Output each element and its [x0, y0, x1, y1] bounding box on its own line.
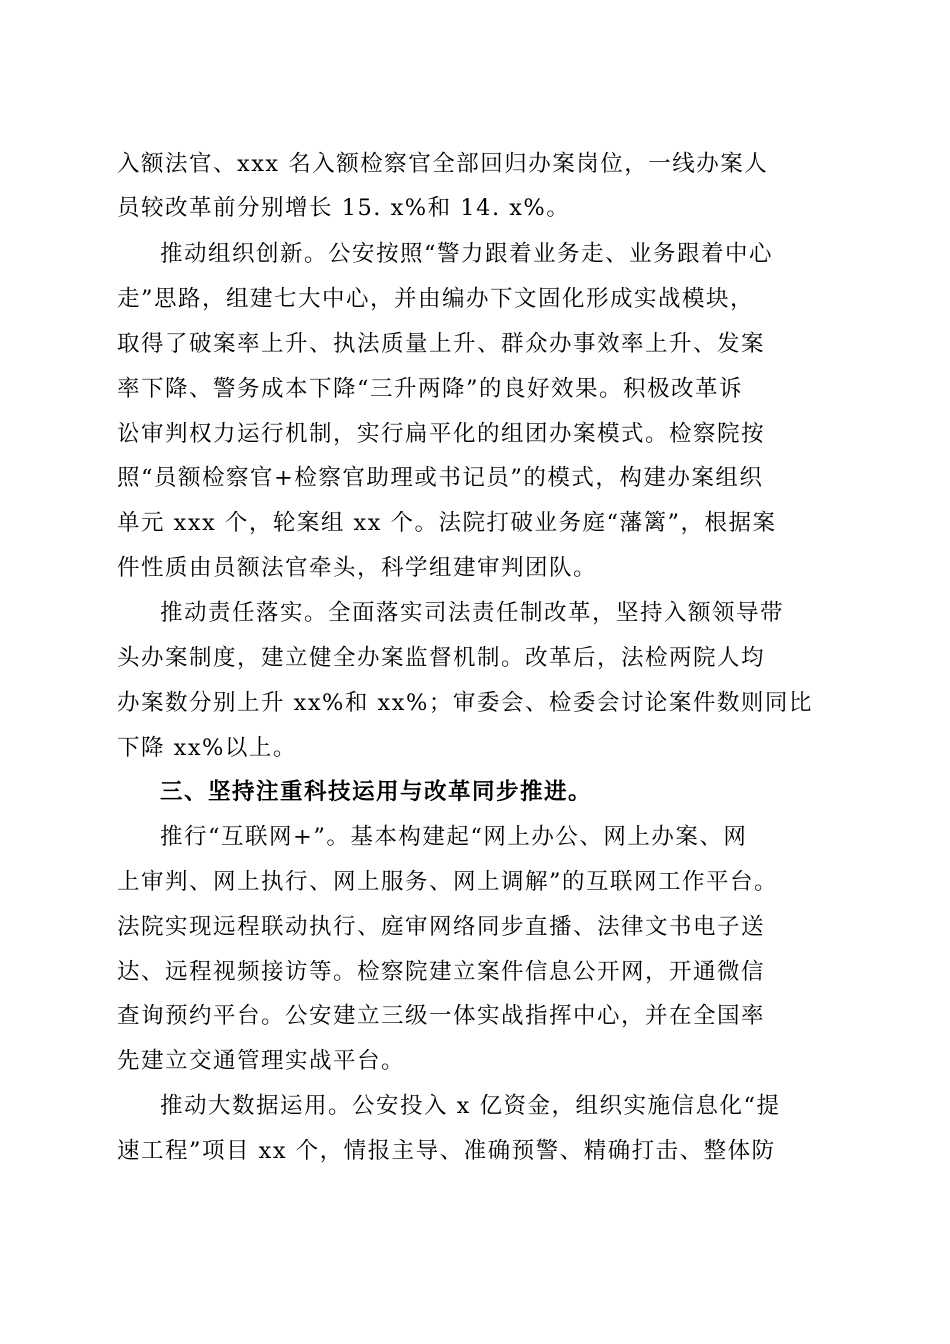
text-line: 走”思路，组建七大中心，并由编办下文固化形成实战模块，: [117, 286, 755, 312]
text-line: 下降 xx%以上。: [117, 735, 297, 761]
text-line: 先建立交通管理实战平台。: [117, 1048, 406, 1074]
text-line: 查询预约平台。公安建立三级一体实战指挥中心，并在全国率: [117, 1003, 766, 1029]
paragraph-start: 推动组织创新。公安按照“警力跟着业务走、业务跟着中心: [160, 241, 774, 267]
text-line: 件性质由员额法官牵头，科学组建审判团队。: [117, 555, 598, 581]
text-line: 率下降、警务成本下降“三升两降”的良好效果。积极改革诉: [117, 376, 744, 402]
text-line: 单元 xxx 个，轮案组 xx 个。法院打破业务庭“藩篱”，根据案: [117, 510, 777, 536]
text-line: 员较改革前分别增长 15. x%和 14. x%。: [117, 195, 571, 221]
text-line: 办案数分别上升 xx%和 xx%；审委会、检委会讨论案件数则同比: [117, 690, 813, 716]
text-line: 达、远程视频接访等。检察院建立案件信息公开网，开通微信: [117, 959, 766, 985]
text-line: 法院实现远程联动执行、庭审网络同步直播、法律文书电子送: [117, 914, 766, 940]
text-line: 头办案制度，建立健全办案监督机制。改革后，法检两院人均: [117, 645, 766, 671]
text-line: 速工程”项目 xx 个，情报主导、准确预警、精确打击、整体防: [117, 1138, 776, 1164]
paragraph-start: 推动大数据运用。公安投入 x 亿资金，组织实施信息化“提: [160, 1093, 781, 1119]
section-heading: 三、坚持注重科技运用与改革同步推进。: [160, 779, 593, 805]
paragraph-start: 推行“互联网+”。基本构建起“网上办公、网上办案、网: [160, 824, 748, 850]
text-line: 取得了破案率上升、执法质量上升、群众办事效率上升、发案: [117, 331, 766, 357]
text-line: 讼审判权力运行机制，实行扁平化的组团办案模式。检察院按: [117, 421, 766, 447]
text-line: 入额法官、xxx 名入额检察官全部回归办案岗位，一线办案人: [117, 151, 769, 177]
text-line: 上审判、网上执行、网上服务、网上调解”的互联网工作平台。: [117, 869, 779, 895]
text-line: 照“员额检察官+检察官助理或书记员”的模式，构建办案组织: [117, 465, 764, 491]
paragraph-start: 推动责任落实。全面落实司法责任制改革，坚持入额领导带: [160, 600, 785, 626]
